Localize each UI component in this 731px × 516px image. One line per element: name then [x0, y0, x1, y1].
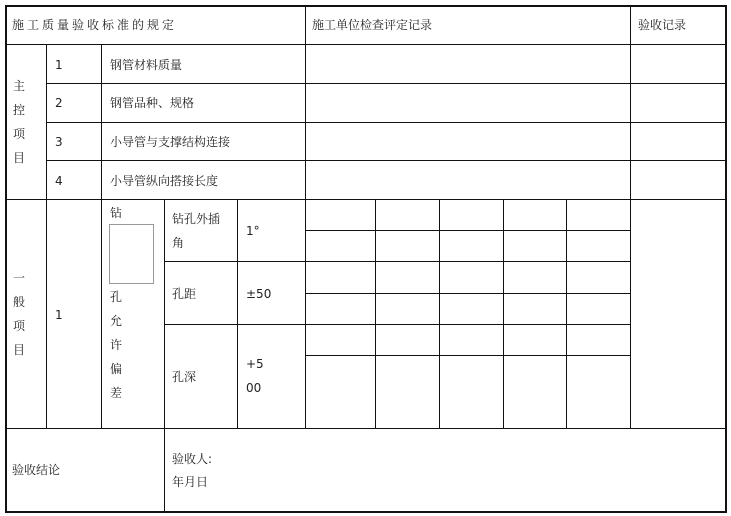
item-text: 小导管纵向搭接长度 — [110, 174, 219, 188]
row-divider — [5, 428, 726, 429]
item-text: 钢管材料质量 — [110, 58, 183, 72]
row-divider — [305, 355, 631, 356]
row-divider — [305, 293, 631, 294]
table-border-left — [5, 5, 7, 513]
row-divider — [5, 44, 726, 45]
row-divider — [165, 261, 631, 262]
header-check-record: 施工单位检查评定记录 — [312, 18, 433, 32]
hole-spacing-tolerance: ±50 — [246, 287, 272, 301]
general-item-number: 1 — [55, 308, 63, 322]
inspector-label: 验收人: — [172, 452, 213, 466]
row-divider — [165, 324, 631, 325]
item-text: 小导管与支撑结构连接 — [110, 135, 231, 149]
main-control-label: 主控项目 — [12, 79, 25, 165]
table-border-top — [5, 5, 726, 7]
hole-depth-name: 孔深 — [172, 370, 197, 384]
item-text: 钢管品种、规格 — [110, 96, 195, 110]
item-number: 1 — [55, 58, 63, 72]
row-divider — [46, 83, 726, 84]
hole-spacing-name: 孔距 — [172, 287, 197, 301]
table-border-right — [725, 5, 727, 513]
col-divider — [164, 199, 165, 512]
col-divider — [503, 199, 504, 428]
date-label: 年月日 — [172, 475, 209, 489]
item-number: 4 — [55, 174, 63, 188]
hole-depth-tolerance: +500 — [246, 357, 264, 395]
header-standard: 施工质量验收标准的规定 — [12, 18, 178, 32]
item-number: 2 — [55, 96, 63, 110]
col-divider — [305, 5, 306, 428]
drill-angle-name: 钻孔外插角 — [172, 212, 221, 250]
col-divider — [375, 199, 376, 428]
general-item-bottom: 孔允许偏差 — [109, 290, 122, 400]
col-divider — [237, 199, 238, 428]
conclusion-label: 验收结论 — [12, 463, 61, 477]
row-divider — [5, 199, 726, 200]
col-divider — [46, 44, 47, 428]
header-acceptance-record: 验收记录 — [638, 18, 687, 32]
col-divider — [439, 199, 440, 428]
col-divider — [101, 44, 102, 428]
row-divider — [46, 160, 726, 161]
item-number: 3 — [55, 135, 63, 149]
placeholder-box — [109, 224, 154, 284]
row-divider — [46, 122, 726, 123]
row-divider — [305, 230, 631, 231]
general-label: 一般项目 — [12, 271, 25, 357]
table-border-bottom — [5, 511, 726, 513]
col-divider — [630, 5, 631, 428]
drill-angle-tolerance: 1° — [246, 224, 260, 238]
col-divider — [566, 199, 567, 428]
general-item-top: 钻 — [110, 206, 123, 220]
